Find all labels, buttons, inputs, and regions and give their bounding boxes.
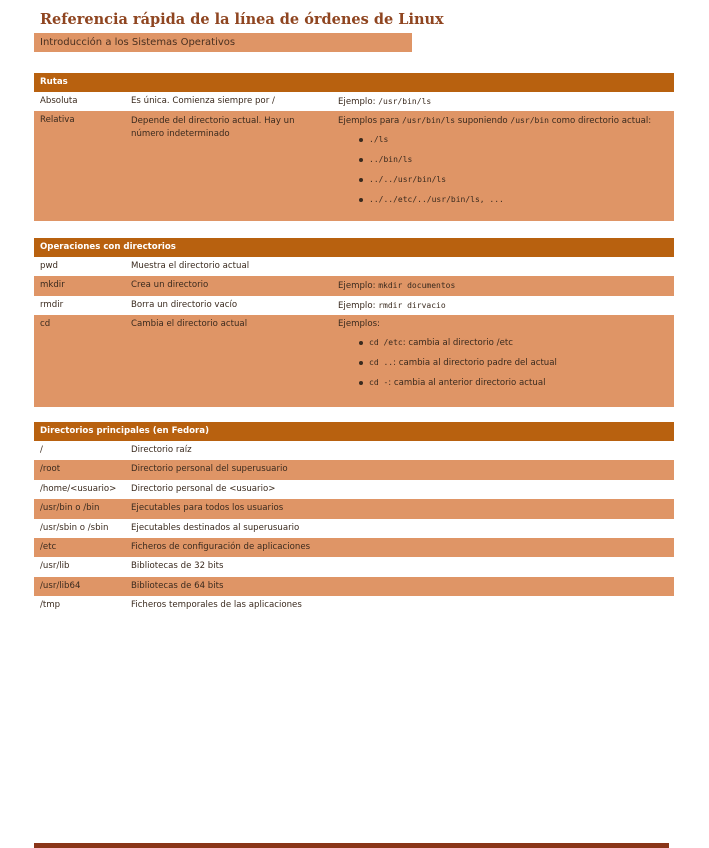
command-description: Borra un directorio vacío <box>131 299 238 310</box>
route-description: Depende del directorio actual. Hay un número indeterminado <box>131 116 295 140</box>
list-item: ../../etc/../usr/bin/ls, ... <box>369 190 504 210</box>
table-row <box>34 460 674 479</box>
table-row <box>34 441 674 460</box>
table-row <box>34 111 674 221</box>
command-name: pwd <box>40 261 58 271</box>
directory-path: /usr/bin o /bin <box>40 503 100 514</box>
list-item: ../bin/ls <box>369 150 504 170</box>
table-row <box>34 276 674 295</box>
list-item: ../../usr/bin/ls <box>369 170 504 190</box>
table-row <box>34 480 674 499</box>
list-item: cd -: cambia al anterior directorio actual <box>369 373 557 393</box>
table-row <box>34 257 674 276</box>
directory-path: /usr/lib <box>40 561 70 572</box>
table-row <box>34 499 674 518</box>
table-row <box>34 577 674 596</box>
directory-path: /home/<usuario> <box>40 483 117 494</box>
directory-description: Directorio raíz <box>131 445 192 455</box>
section-heading: Directorios principales (en Fedora) <box>34 422 674 441</box>
section-rutas <box>34 73 674 221</box>
command-example: Ejemplo: mkdir documentos <box>338 281 456 292</box>
example-list <box>369 333 557 393</box>
directory-path: / <box>40 445 43 455</box>
directory-path: /usr/sbin o /sbin <box>40 522 109 533</box>
directory-description: Ficheros de configuración de aplicaciones <box>131 541 311 552</box>
list-item: cd /etc: cambia al directorio /etc <box>369 333 557 353</box>
route-description: Es única. Comienza siempre por / <box>131 96 275 106</box>
route-example: Ejemplo: /usr/bin/ls <box>338 97 432 107</box>
directory-description: Directorio personal del superusuario <box>131 464 288 475</box>
directory-description: Ficheros temporales de las aplicaciones <box>131 600 302 611</box>
section-heading: Rutas <box>34 73 674 92</box>
directory-path: /usr/lib64 <box>40 580 81 591</box>
command-name: cd <box>40 319 51 330</box>
command-name: rmdir <box>40 299 64 310</box>
page-title: Referencia rápida de la línea de órdenes de Linux <box>40 11 444 28</box>
table-row <box>34 315 674 407</box>
table-row <box>34 92 674 111</box>
table-row <box>34 596 674 615</box>
table-row <box>34 296 674 315</box>
directory-path: /tmp <box>40 600 61 611</box>
example-list <box>369 130 504 210</box>
command-example: Ejemplo: rmdir dirvacio <box>338 300 446 311</box>
section-operaciones <box>34 238 674 407</box>
route-example-intro: Ejemplos para /usr/bin/ls suponiendo /usr/bin como directorio actual: <box>338 116 652 127</box>
directory-description: Bibliotecas de 64 bits <box>131 580 224 591</box>
route-type: Relativa <box>40 115 75 126</box>
directory-description: Ejecutables para todos los usuarios <box>131 503 284 514</box>
list-item: cd ..: cambia al directorio padre del actual <box>369 353 557 373</box>
directory-description: Directorio personal de <usuario> <box>131 483 276 494</box>
section-directorios <box>34 422 674 616</box>
section-heading: Operaciones con directorios <box>34 238 674 257</box>
command-description: Cambia el directorio actual <box>131 319 248 330</box>
route-type: Absoluta <box>40 96 78 106</box>
list-item: ./ls <box>369 130 504 150</box>
directory-description: Bibliotecas de 32 bits <box>131 561 224 572</box>
table-row <box>34 519 674 538</box>
command-description: Muestra el directorio actual <box>131 261 250 271</box>
command-description: Crea un directorio <box>131 280 209 291</box>
page-subtitle: Introducción a los Sistemas Operativos <box>34 33 412 52</box>
command-example-label: Ejemplos: <box>338 319 380 330</box>
directory-path: /etc <box>40 541 57 552</box>
directory-path: /root <box>40 464 61 475</box>
table-row <box>34 557 674 576</box>
directory-description: Ejecutables destinados al superusuario <box>131 522 300 533</box>
table-row <box>34 538 674 557</box>
footer-bar <box>34 843 669 848</box>
command-name: mkdir <box>40 280 65 291</box>
